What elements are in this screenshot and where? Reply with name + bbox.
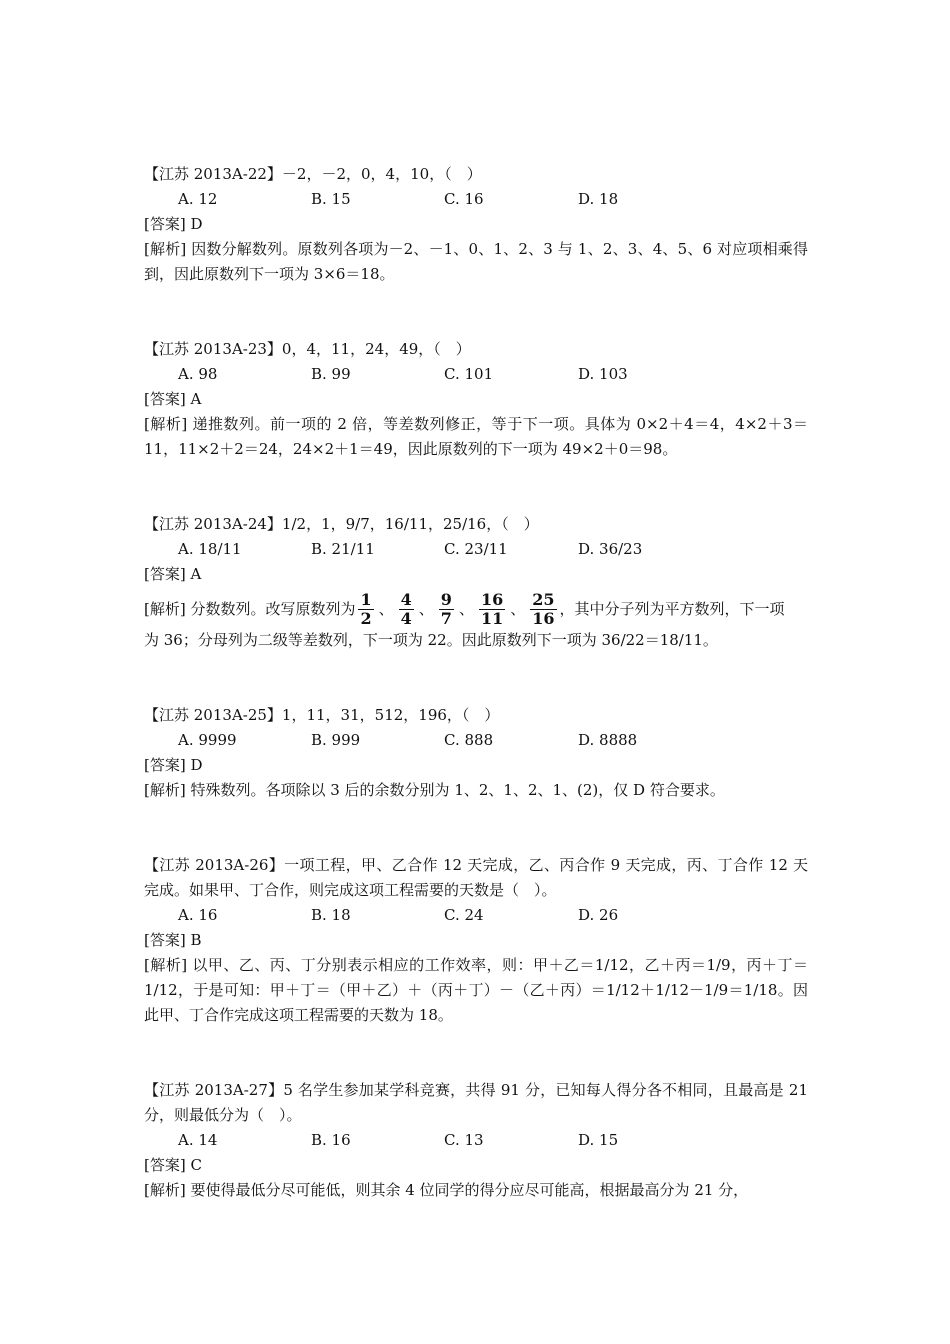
- option-c: C. 16: [444, 190, 484, 208]
- question-23: [144, 337, 808, 462]
- answer-line: [答案] B: [144, 931, 202, 949]
- option-b: B. 18: [311, 906, 351, 924]
- options-row: [144, 1128, 808, 1153]
- options-row: [144, 537, 808, 562]
- option-b: B. 16: [311, 1131, 351, 1149]
- denominator: 2: [360, 609, 372, 628]
- fraction-separator: 、: [458, 600, 474, 618]
- option-d: D. 18: [578, 190, 619, 208]
- question-stem: 【江苏 2013A-24】1/2，1，9/7，16/11，25/16，（ ）: [144, 515, 539, 533]
- analysis-text: [解析] 要使得最低分尽可能低，则其余 4 位同学的得分应尽可能高，根据最高分为 21 分，: [144, 1181, 749, 1199]
- option-a: A. 98: [178, 365, 218, 383]
- answer-line: [答案] D: [144, 756, 203, 774]
- denominator: 4: [400, 609, 412, 628]
- question-stem: 【江苏 2013A-26】一项工程，甲、乙合作 12 天完成，乙、丙合作 9 天完成，丙、丁合作 12 天完成。如果甲、丁合作，则完成这项工程需要的天数是（ ）。: [144, 856, 808, 899]
- option-b: B. 99: [311, 365, 351, 383]
- numerator: 1: [360, 590, 372, 609]
- question-24: [144, 512, 808, 653]
- analysis-text: [解析] 特殊数列。各项除以 3 后的余数分别为 1、2、1、2、1、(2)，仅 D 符合要求。: [144, 781, 725, 799]
- option-d: D. 36/23: [578, 540, 643, 558]
- option-a: A. 18/11: [178, 540, 242, 558]
- answer-line: [答案] A: [144, 565, 202, 583]
- fraction-separator: 、: [378, 600, 394, 618]
- fraction-5: [530, 591, 556, 628]
- fraction-3: [439, 591, 454, 628]
- option-c: C. 13: [444, 1131, 484, 1149]
- fraction-4: [479, 591, 505, 628]
- option-d: D. 15: [578, 1131, 619, 1149]
- option-b: B. 21/11: [311, 540, 375, 558]
- options-row: [144, 728, 808, 753]
- question-22: [144, 162, 808, 287]
- options-row: [144, 362, 808, 387]
- denominator: 16: [532, 609, 555, 628]
- option-c: C. 24: [444, 906, 484, 924]
- question-stem: 【江苏 2013A-22】－2，－2，0，4，10，（ ）: [144, 165, 482, 183]
- answer-line: [答案] A: [144, 390, 202, 408]
- question-25: [144, 703, 808, 803]
- document-page: [144, 162, 808, 1253]
- option-c: C. 888: [444, 731, 494, 749]
- option-a: A. 9999: [178, 731, 237, 749]
- numerator: 25: [532, 590, 555, 609]
- option-b: B. 999: [311, 731, 361, 749]
- options-row: [144, 187, 808, 212]
- question-26: [144, 853, 808, 1028]
- answer-line: [答案] C: [144, 1156, 202, 1174]
- question-stem: 【江苏 2013A-23】0，4，11，24，49，（ ）: [144, 340, 471, 358]
- analysis-suffix: ，其中分子列为平方数列，下一项: [559, 600, 785, 618]
- fraction-separator: 、: [418, 600, 434, 618]
- denominator: 7: [440, 609, 452, 628]
- denominator: 11: [480, 609, 504, 628]
- option-c: C. 101: [444, 365, 494, 383]
- analysis-text: [解析] 以甲、乙、丙、丁分别表示相应的工作效率，则：甲＋乙＝1/12，乙＋丙＝1/9，丙＋丁＝1/12，于是可知：甲＋丁＝（甲＋乙）＋（丙＋丁）－（乙＋丙）＝1/12＋1/12－1/9＝1/18。因此甲、丁合作完成这项工程需要的天数为 18。: [144, 956, 808, 1024]
- option-b: B. 15: [311, 190, 351, 208]
- analysis-prefix: [解析] 分数数列。改写原数列为: [144, 600, 356, 618]
- option-a: A. 12: [178, 190, 218, 208]
- analysis-text: [解析] 因数分解数列。原数列各项为－2、－1、0、1、2、3 与 1、2、3、4、5、6 对应项相乘得到，因此原数列下一项为 3×6＝18。: [144, 240, 808, 283]
- numerator: 9: [440, 590, 452, 609]
- fraction-2: [399, 591, 414, 628]
- answer-line: [答案] D: [144, 215, 203, 233]
- option-d: D. 103: [578, 365, 628, 383]
- option-a: A. 14: [178, 1131, 218, 1149]
- options-row: [144, 903, 808, 928]
- fraction-separator: 、: [510, 600, 526, 618]
- option-c: C. 23/11: [444, 540, 508, 558]
- question-27: [144, 1078, 808, 1203]
- option-d: D. 8888: [578, 731, 638, 749]
- analysis-text: [解析] 递推数列。前一项的 2 倍，等差数列修正，等于下一项。具体为 0×2＋4＝4，4×2＋3＝11，11×2＋2＝24，24×2＋1＝49，因此原数列的下一项为 49×2＋0＝98。: [144, 415, 808, 458]
- question-stem: 【江苏 2013A-25】1，11，31，512，196，（ ）: [144, 706, 500, 724]
- numerator: 16: [480, 590, 504, 609]
- analysis-fraction-line: [144, 591, 808, 628]
- numerator: 4: [400, 590, 412, 609]
- option-a: A. 16: [178, 906, 218, 924]
- fraction-1: [358, 591, 373, 628]
- option-d: D. 26: [578, 906, 619, 924]
- question-stem: 【江苏 2013A-27】5 名学生参加某学科竞赛，共得 91 分，已知每人得分各不相同，且最高是 21 分，则最低分为（ ）。: [144, 1081, 808, 1124]
- analysis-text: 为 36；分母列为二级等差数列，下一项为 22。因此原数列下一项为 36/22＝18/11。: [144, 631, 718, 649]
